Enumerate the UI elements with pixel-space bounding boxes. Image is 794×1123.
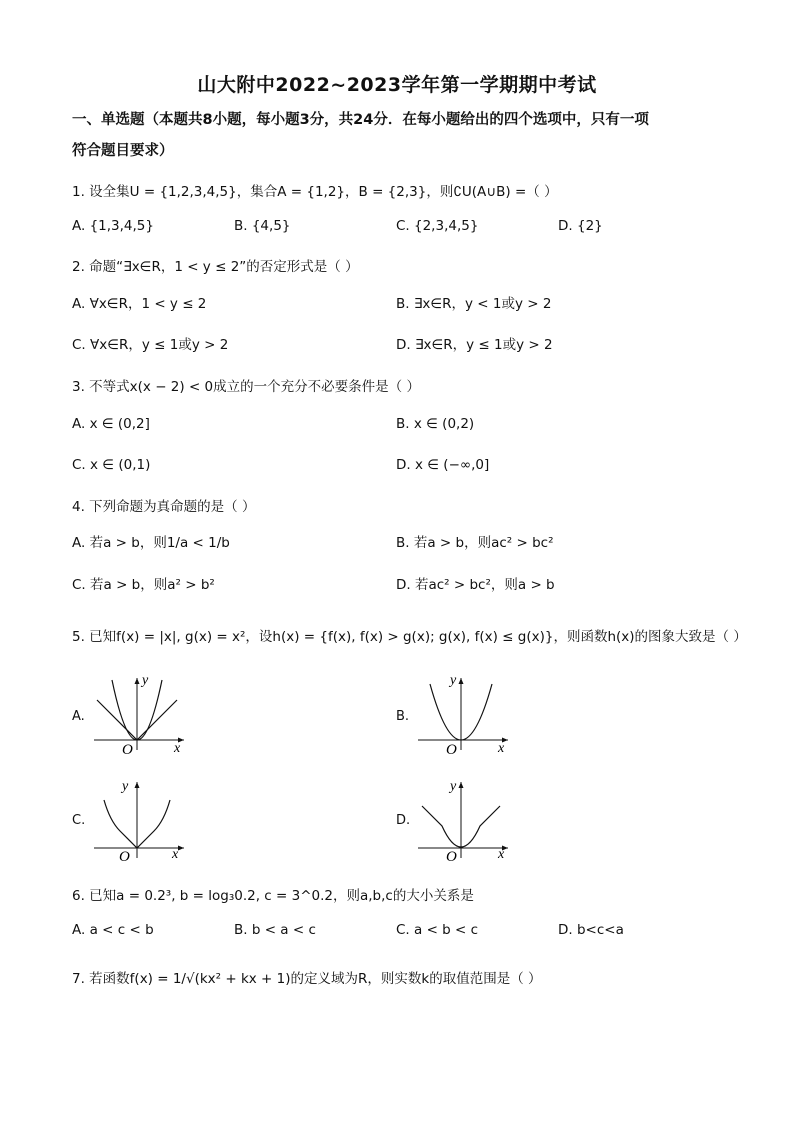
q1-option-a: A. {1,3,4,5}	[72, 218, 154, 234]
q5-option-b-label: B.	[396, 709, 410, 724]
q6-option-a: A. a < c < b	[72, 922, 154, 938]
svg-text:O: O	[122, 742, 133, 754]
q2-option-d: D. ∃x∈R，y ≤ 1或y > 2	[396, 337, 553, 353]
question-2-stem: 2. 命题“∃x∈R，1 < y ≤ 2”的否定形式是（ ）	[72, 259, 359, 275]
q2-option-b: B. ∃x∈R，y < 1或y > 2	[396, 296, 552, 312]
page-title: 山大附中2022~2023学年第一学期期中考试	[197, 74, 597, 96]
svg-text:y: y	[142, 673, 149, 688]
svg-text:x: x	[498, 847, 505, 862]
svg-text:x: x	[174, 741, 181, 754]
svg-text:y: y	[450, 779, 457, 794]
q1-option-d: D. {2}	[558, 218, 603, 234]
q6-option-d: D. b<c<a	[558, 922, 624, 938]
svg-text:O: O	[119, 849, 130, 862]
q5-option-c-label: C.	[72, 813, 86, 828]
svg-text:x: x	[498, 741, 505, 754]
q6-option-c: C. a < b < c	[396, 922, 479, 938]
section-heading-cont: 符合题目要求）	[72, 143, 174, 159]
svg-text:O: O	[446, 849, 457, 862]
svg-text:y: y	[122, 779, 129, 794]
question-1-stem: 1. 设全集U = {1,2,3,4,5}，集合A = {1,2}，B = {2,3}，则∁U(A∪B) =（ ）	[72, 184, 558, 200]
q5-graph-a	[90, 672, 190, 754]
q5-graph-d	[414, 776, 514, 862]
q3-option-b: B. x ∈ (0,2)	[396, 416, 475, 432]
q5-option-a-label: A.	[72, 709, 85, 724]
q5-graph-c	[90, 776, 190, 862]
q1-option-c: C. {2,3,4,5}	[396, 218, 479, 234]
question-4-stem: 4. 下列命题为真命题的是（ ）	[72, 499, 256, 515]
q5-option-d-label: D.	[396, 813, 411, 828]
q4-option-c: C. 若a > b，则a² > b²	[72, 577, 215, 593]
q4-option-a: A. 若a > b，则1/a < 1/b	[72, 535, 230, 551]
q4-option-b: B. 若a > b，则ac² > bc²	[396, 535, 554, 551]
q6-option-b: B. b < a < c	[234, 922, 316, 938]
q1-option-b: B. {4,5}	[234, 218, 291, 234]
q3-option-a: A. x ∈ (0,2]	[72, 416, 150, 432]
question-7-stem: 7. 若函数f(x) = 1/√(kx² + kx + 1)的定义域为R，则实数k的取值范围是（ ）	[72, 971, 542, 987]
svg-text:y: y	[450, 673, 457, 688]
q4-option-d: D. 若ac² > bc²，则a > b	[396, 577, 555, 593]
q2-option-a: A. ∀x∈R，1 < y ≤ 2	[72, 296, 207, 312]
question-6-stem: 6. 已知a = 0.2³, b = log₃0.2, c = 3^0.2，则a,b,c的大小关系是	[72, 888, 474, 904]
q2-option-c: C. ∀x∈R，y ≤ 1或y > 2	[72, 337, 229, 353]
question-5-stem: 5. 已知f(x) = |x|, g(x) = x²，设h(x) = {f(x), f(x) > g(x); g(x), f(x) ≤ g(x)}，则函数h(x)的图象大致是（ ）	[72, 629, 747, 645]
svg-text:O: O	[446, 742, 457, 754]
question-3-stem: 3. 不等式x(x − 2) < 0成立的一个充分不必要条件是（ ）	[72, 379, 420, 395]
svg-text:x: x	[172, 847, 179, 862]
q5-graph-b	[414, 672, 514, 754]
q3-option-d: D. x ∈ (−∞,0]	[396, 457, 490, 473]
section-heading: 一、单选题（本题共8小题，每小题3分，共24分．在每小题给出的四个选项中，只有一项	[72, 112, 649, 128]
q3-option-c: C. x ∈ (0,1)	[72, 457, 151, 473]
